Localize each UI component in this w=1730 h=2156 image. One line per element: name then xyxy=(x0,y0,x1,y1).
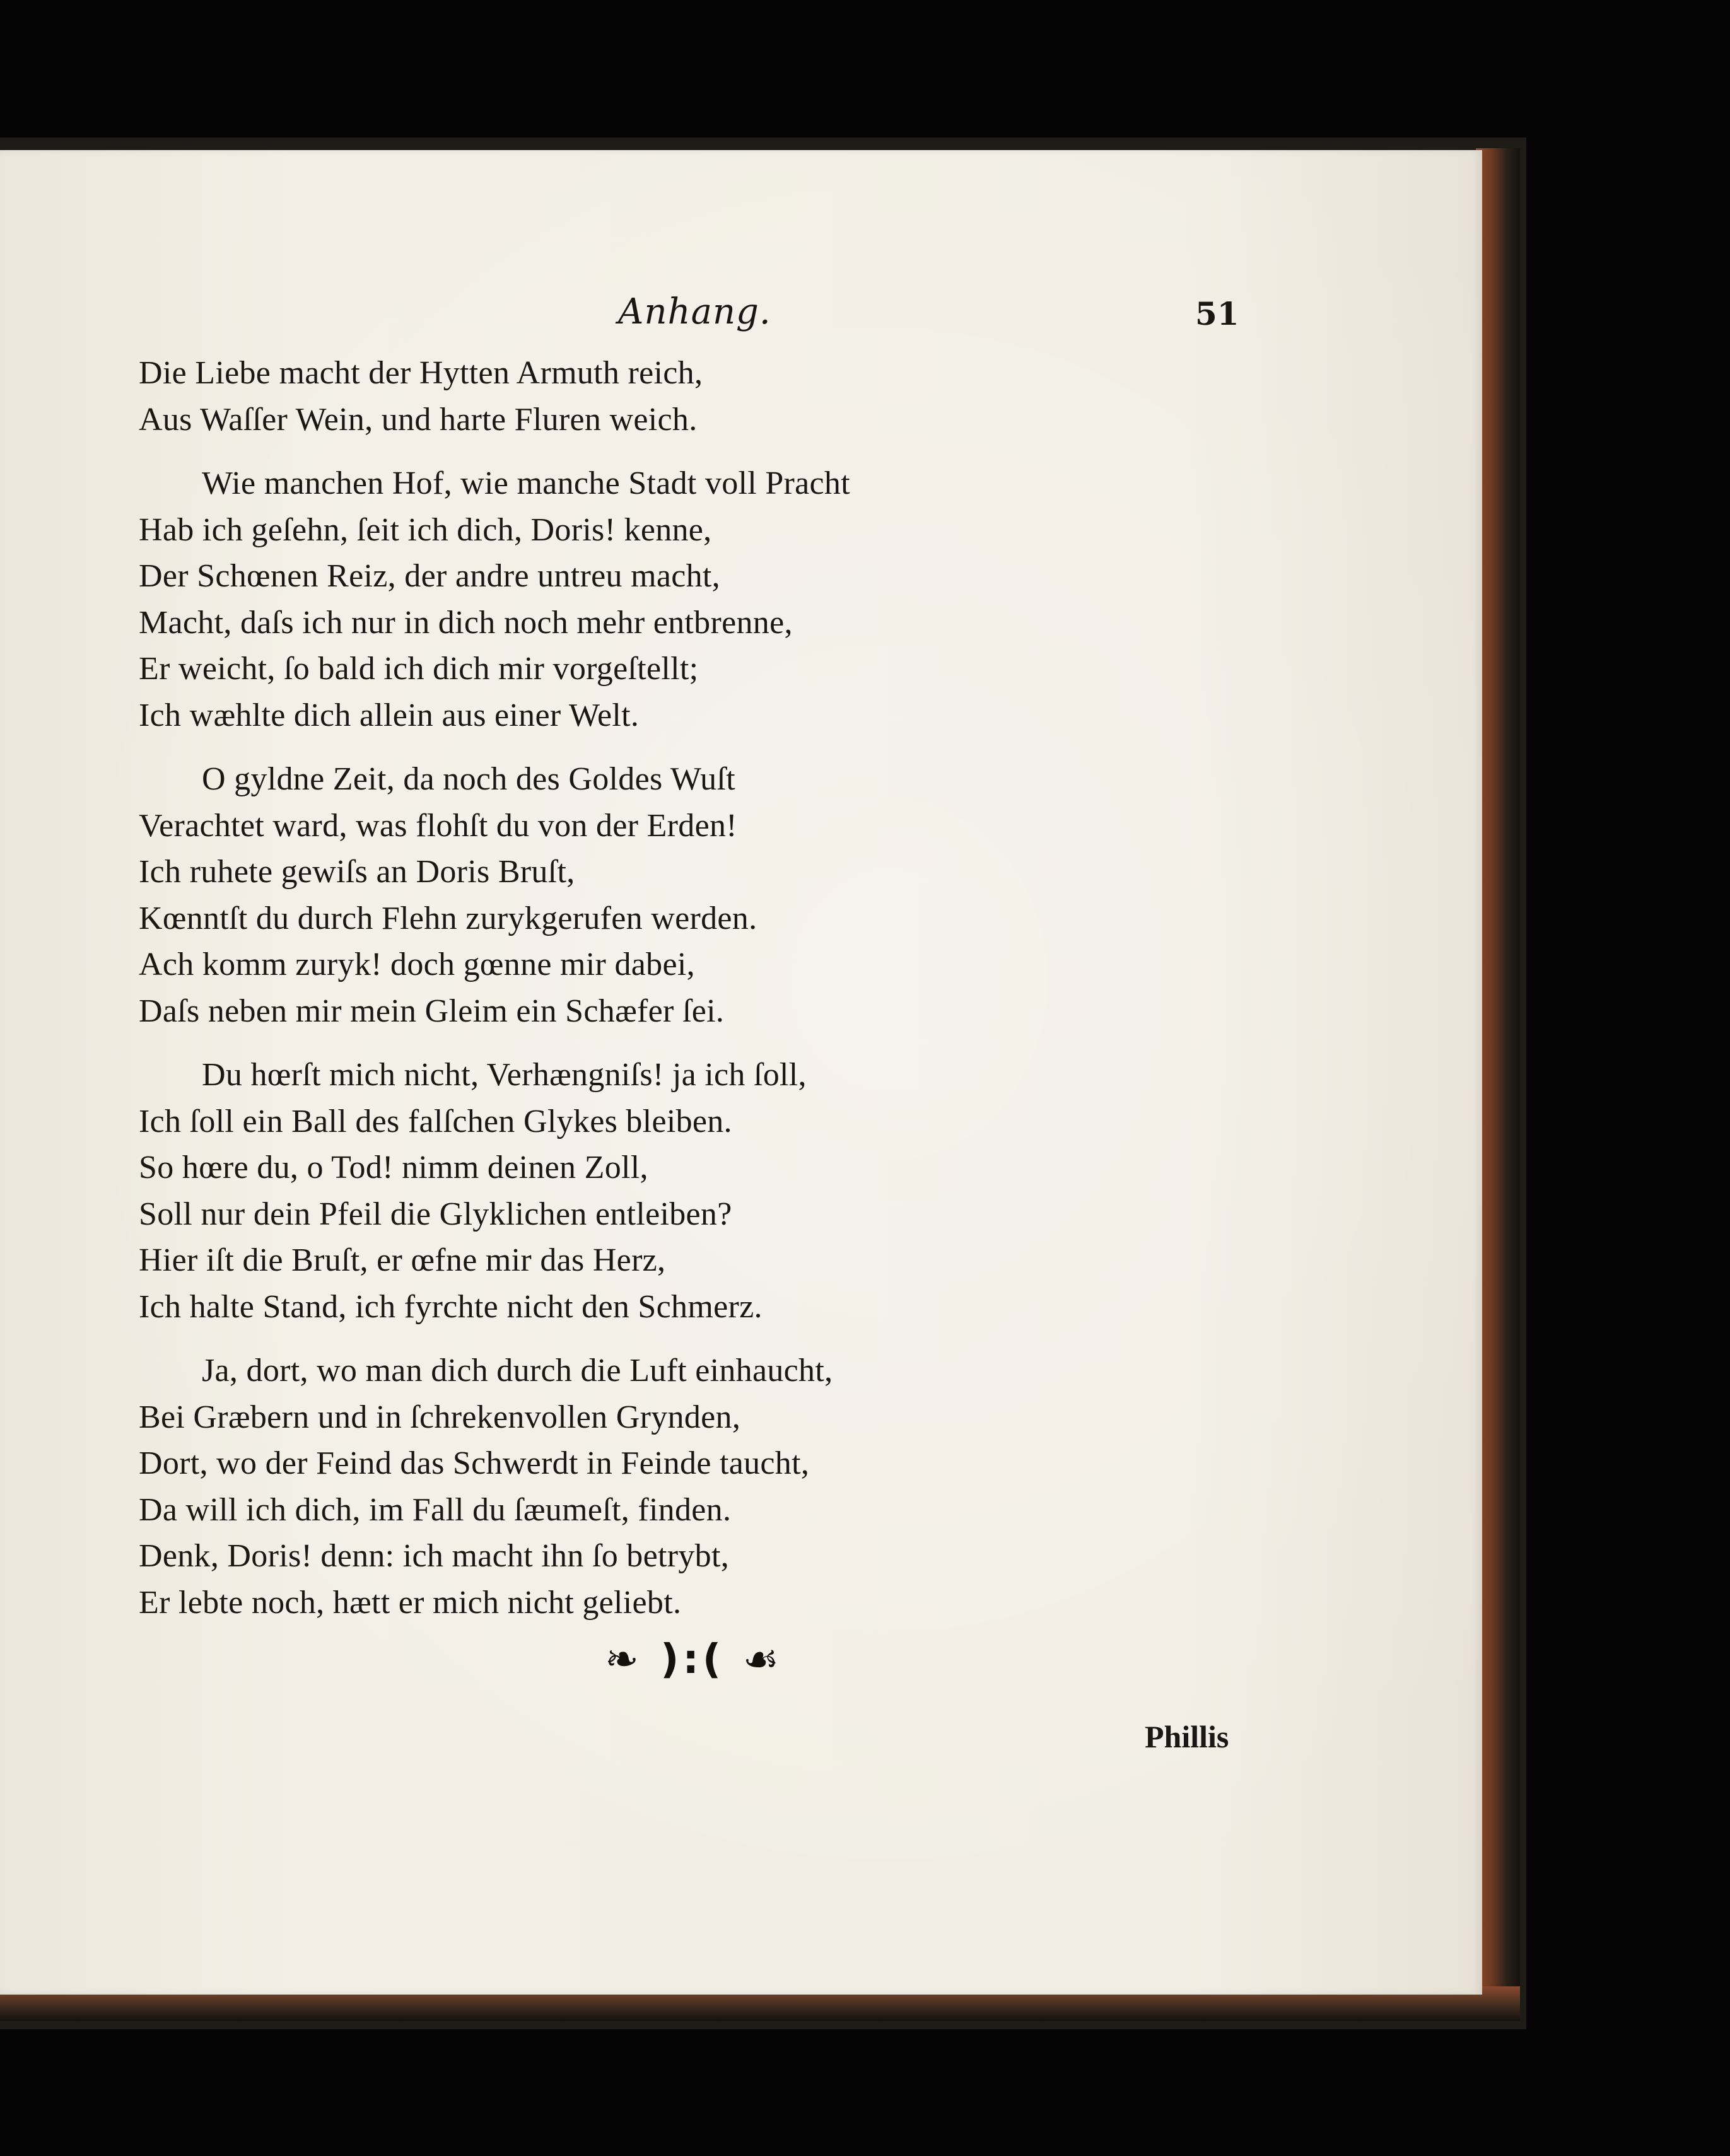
poem-line: Der Schœnen Reiz, der andre untreu macht, xyxy=(139,558,720,594)
poem-line: So hœre du, o Tod! nimm deinen Zoll, xyxy=(139,1150,648,1186)
page-number: 51 xyxy=(1195,295,1239,332)
poem-line: Kœnntſt du durch Flehn zurykgerufen werden. xyxy=(139,900,757,936)
poem-line: O gyldne Zeit, da noch des Goldes Wuſt xyxy=(202,761,735,797)
stanza-2 xyxy=(139,460,896,738)
poem-text xyxy=(139,350,896,1643)
stanza-1 xyxy=(139,350,896,443)
poem-line: Bei Græbern und in ſchrekenvollen Grynden, xyxy=(139,1399,741,1435)
poem-line: Da will ich dich, im Fall du ſæumeſt, finden. xyxy=(139,1491,732,1528)
stanza-4 xyxy=(139,1052,896,1330)
poem-line: Dort, wo der Feind das Schwerdt in Feinde taucht, xyxy=(139,1445,810,1481)
poem-line: Daſs neben mir mein Gleim ein Schæfer ſei. xyxy=(139,993,725,1029)
poem-line: Wie manchen Hof, wie manche Stadt voll Pracht xyxy=(202,465,850,501)
poem-line: Aus Waſſer Wein, und harte Fluren weich. xyxy=(139,401,698,438)
poem-line: Verachtet ward, was flohſt du von der Erden! xyxy=(139,807,737,844)
stanza-3 xyxy=(139,756,896,1034)
poem-line: Hier iſt die Bruſt, er œfne mir das Herz, xyxy=(139,1242,666,1278)
poem-line: Macht, daſs ich nur in dich noch mehr entbrenne, xyxy=(139,604,793,641)
poem-line: Ich halte Stand, ich fyrchte nicht den Schmerz. xyxy=(139,1288,763,1325)
page-edge-right xyxy=(1476,148,1520,2002)
poem-line: Ja, dort, wo man dich durch die Luft einhaucht, xyxy=(202,1353,833,1389)
stanza-5 xyxy=(139,1348,896,1626)
poem-line: Ich ruhete gewiſs an Doris Bruſt, xyxy=(139,854,575,890)
poem-line: Ich ſoll ein Ball des falſchen Glykes bleiben. xyxy=(139,1103,732,1139)
poem-line: Hab ich geſehn, ſeit ich dich, Doris! kenne, xyxy=(139,511,712,548)
poem-line: Du hœrſt mich nicht, Verhængniſs! ja ich ſoll, xyxy=(202,1057,807,1093)
poem-line: Denk, Doris! denn: ich macht ihn ſo betrybt, xyxy=(139,1538,729,1574)
poem-line: Die Liebe macht der Hytten Armuth reich, xyxy=(139,355,703,391)
running-head: Anhang. xyxy=(618,291,771,332)
poem-line: Ich wæhlte dich allein aus einer Welt. xyxy=(139,697,640,733)
catchword: Phillis xyxy=(1145,1719,1229,1754)
poem-line: Er weicht, ſo bald ich dich mir vorgeſtellt; xyxy=(139,651,699,687)
poem-line: Soll nur dein Pfeil die Glyklichen entleiben? xyxy=(139,1196,732,1232)
poem-line: Ach komm zuryk! doch gœnne mir dabei, xyxy=(139,947,695,982)
poem-line: Er lebte noch, hætt er mich nicht geliebt. xyxy=(139,1584,682,1621)
printer-ornament: ❧ ):( ☙ xyxy=(605,1636,783,1683)
